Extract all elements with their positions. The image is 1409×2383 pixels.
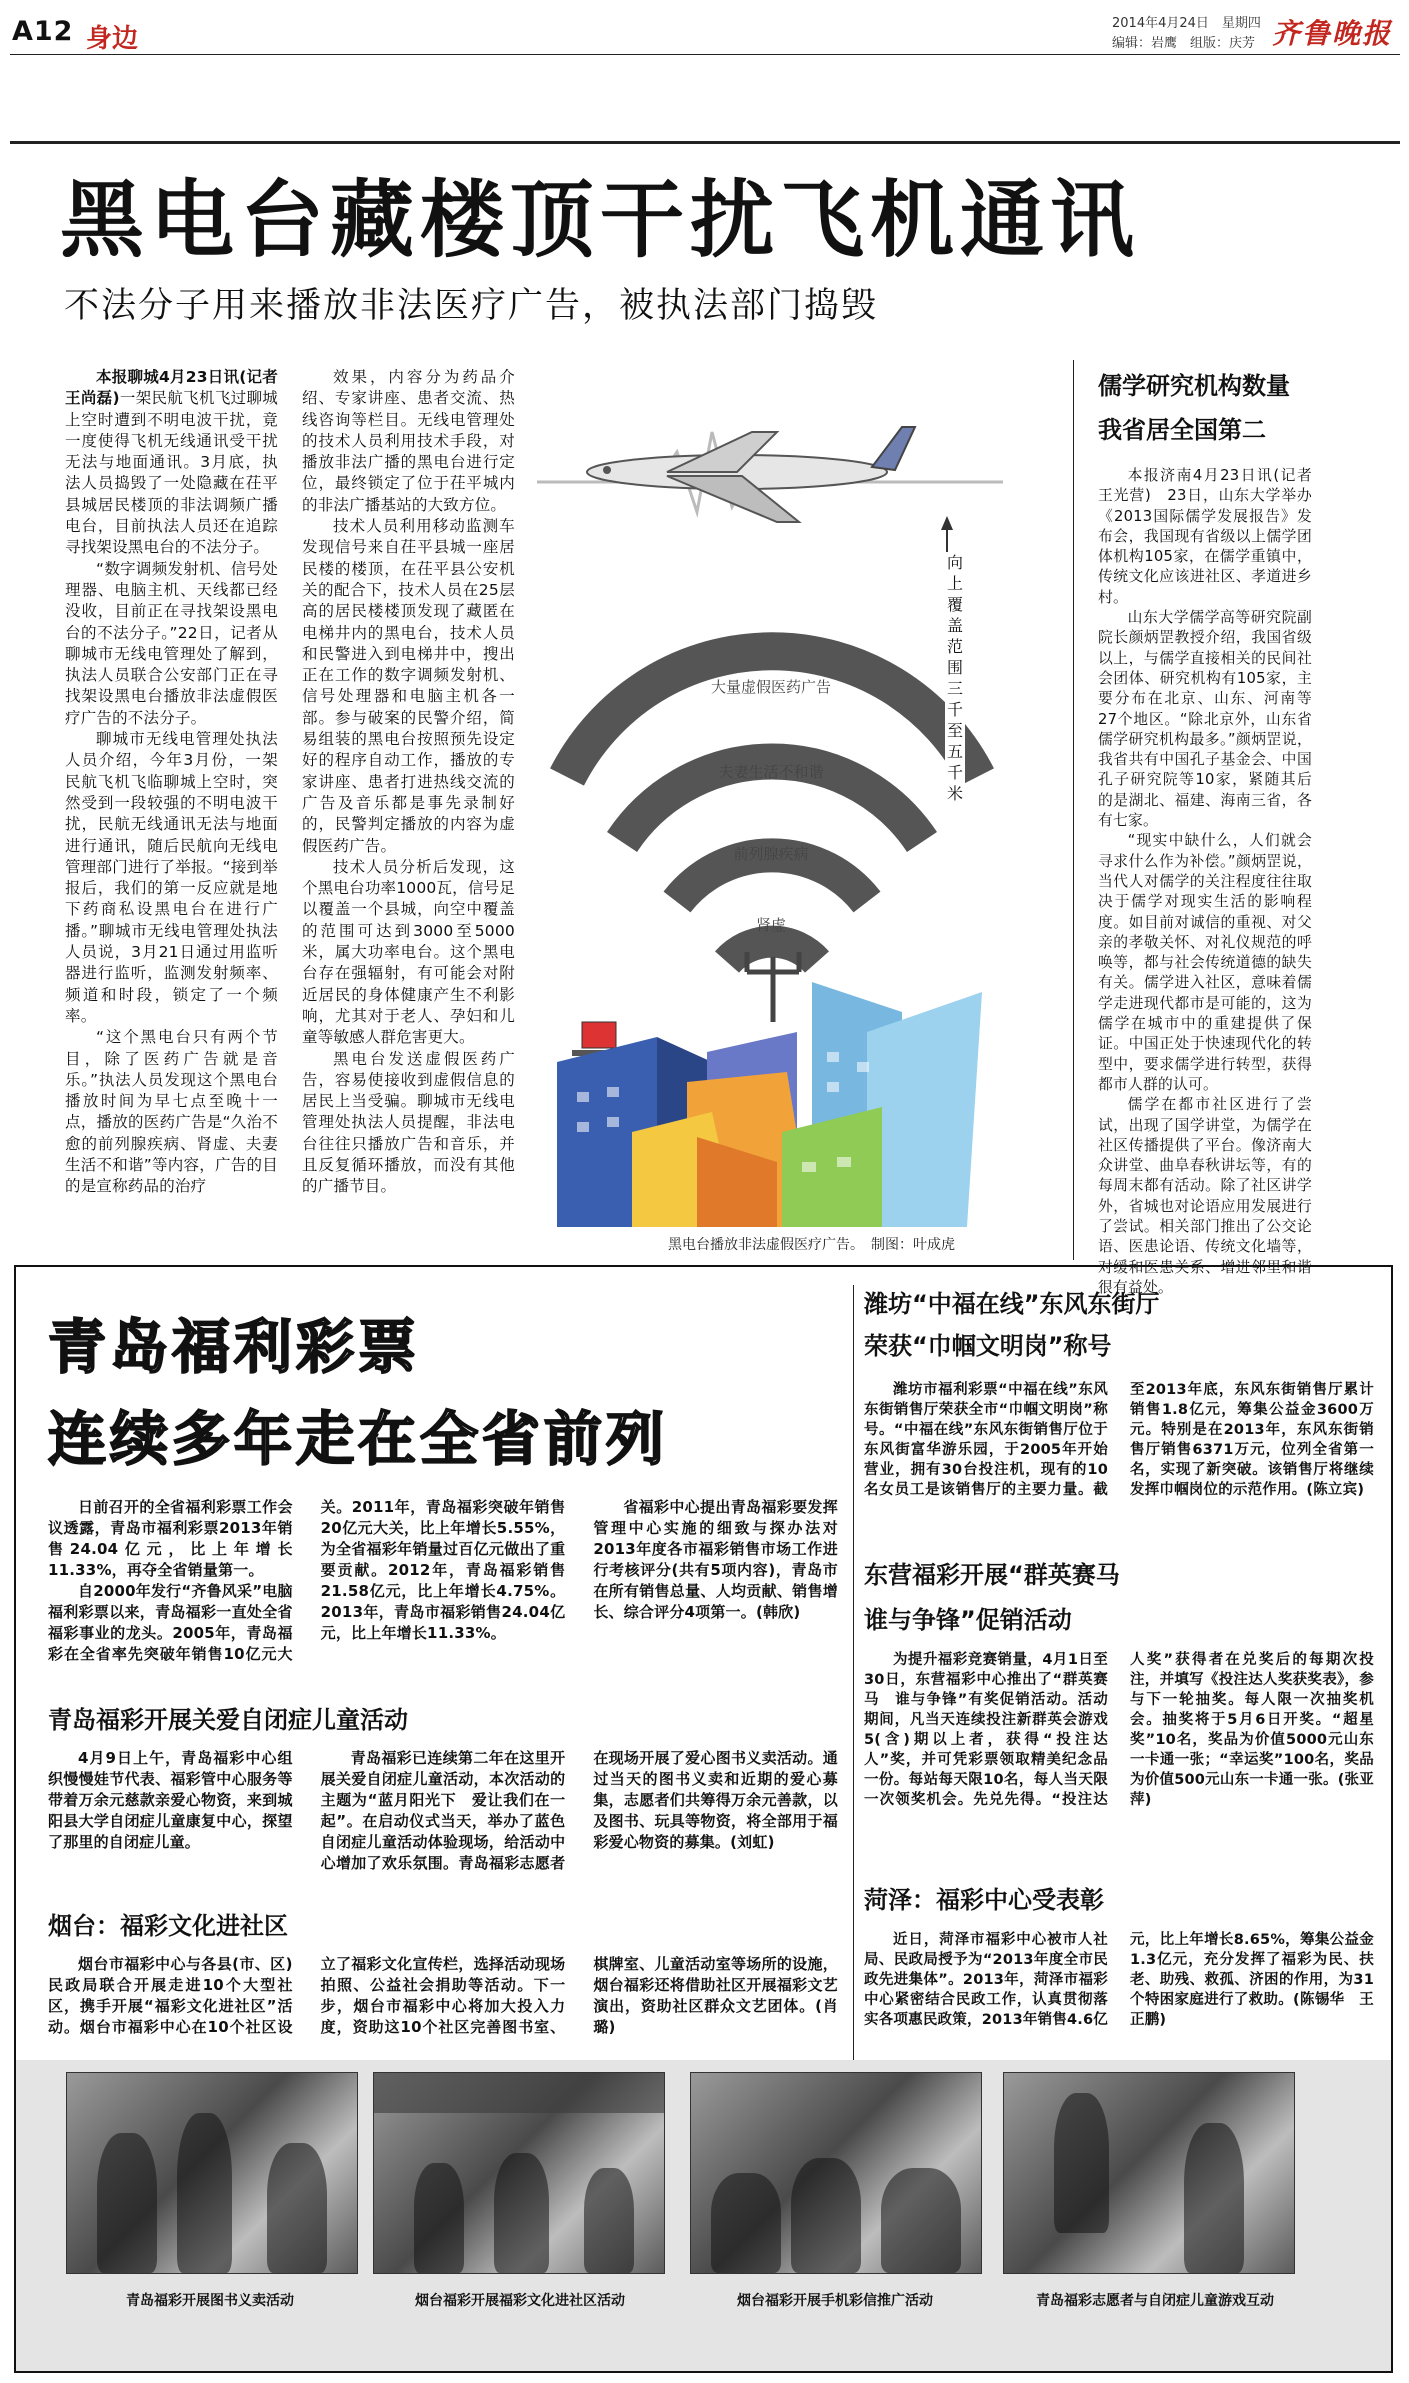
ad-story3-title-1: 潍坊“中福在线”东风东街厅 xyxy=(864,1290,1160,1318)
ad-story1-text xyxy=(48,1748,838,1878)
photo-community-event xyxy=(373,2072,665,2274)
main-story-col1: 本报聊城4月23日讯(记者 王尚磊)一架民航飞机飞过聊城上空时遭到不明电波干扰，竟一度使得飞机无线通讯受干扰无法与地面通讯。3月底，执法人员捣毁了一处隐藏在茌平县城居民楼顶的非法调频广播电台，目前执法人员还在追踪寻找架设黑电台的不法分子。 “数字调频发射机、信号处理器、电脑主机、天线都已经没收，目前正在寻找架设黑电台的不法分子。”22日，记者从聊城市无线电管理处了解到，执法人员联合公安部门正在寻找架设黑电台播放非法虚假医疗广告的不法分子。 聊城市无线电管理处执法人员介绍，今年3月份，一架民航飞机飞临聊城上空时，突然受到一段较强的不明电波干扰，民航无线通讯无法与地面进行通讯，随后民航向无线电管理部门进行了举报。“接到举报后，我们的第一反应就是地下药商私设黑电台在进行广播。”聊城市无线电管理处执法人员说，3月21日通过用监听器进行监听，监测发射频率、频道和时段，锁定了一个频率。 “这个黑电台只有两个节目，除了医药广告就是音乐。”执法人员发现这个黑电台播放时间为早七点至晚十一点，播放的医药广告是“久治不愈的前列腺疾病、肾虚、夫妻生活不和谐”等内容，广告的目的是宣称药品的治疗 xyxy=(65,367,278,1255)
ad-column-divider xyxy=(853,1285,854,2065)
illustration-graphic xyxy=(537,372,1003,1227)
photo-caption-1: 青岛福彩开展图书义卖活动 xyxy=(126,2293,294,2309)
ad-story4-title-1: 东营福彩开展“群英赛马 xyxy=(864,1561,1120,1589)
coverage-label: 向上覆盖范围三千至五千米 xyxy=(946,553,963,803)
photo-caption-3: 烟台福彩开展手机彩信推广活动 xyxy=(737,2293,933,2309)
side-paragraph: 山东大学儒学高等研究院副院长颜炳罡教授介绍，我国省级以上，与儒学直接相关的民间社会团体、研究机构有105家，主要分布在北京、山东、河南等27个地区。“除北京外，山东省儒学研究机构最多。”颜炳罡说，我省共有中国孔子基金会、中国孔子研究院等10家，紧随其后的是湖北、福建、海南三省，各有七家。 xyxy=(1098,609,1312,830)
ad-paragraph: 日前召开的全省福利彩票工作会议透露，青岛市福利彩票2013年销售24.04亿元，比上年增长11.33%，再夺全省销量第一。 xyxy=(48,1498,293,1579)
ad-paragraph: 4月9日上午，青岛福彩中心组织慢慢娃节代表、福彩管中心服务等带着万余元慈款亲爱心物资，来到城阳县大学自闭症儿童康复中心，探望了那里的自闭症儿童。 xyxy=(48,1749,293,1851)
side-story-body xyxy=(1098,466,1327,1296)
side-headline-2: 我省居全国第二 xyxy=(1098,416,1266,444)
ad-title-2: 连续多年走在全省前列 xyxy=(48,1405,669,1473)
illustration-caption: 黑电台播放非法虚假医疗广告。 制图：叶成虎 xyxy=(668,1237,955,1253)
header-rule xyxy=(10,54,1400,55)
editors-line: 编辑：岩鹰 组版：庆芳 xyxy=(1112,36,1256,51)
ring-label-1: 大量虚假医药广告 xyxy=(710,679,832,696)
ad-paragraph: 省福彩中心提出青岛福彩要发挥管理中心实施的细致与探办法对2013年度各市福彩销售市场工作进行考核评分(共有5项内容)，青岛市在所有销售总量、人均贡献、销售增长、综合评分4项第一。(韩欣) xyxy=(593,1498,838,1621)
side-headline-1: 儒学研究机构数量 xyxy=(1098,372,1290,400)
story-paragraph: 效果，内容分为药品介绍、专家讲座、患者交流、热线咨询等栏目。无线电管理处的技术人员利用技术手段，对播放非法广播的黑电台进行定位，最终锁定了位于茌平城内的非法广播基站的大致方位。 xyxy=(302,368,515,514)
story-paragraph: 聊城市无线电管理处执法人员介绍，今年3月份，一架民航飞机飞临聊城上空时，突然受到一段较强的不明电波干扰，民航无线通讯无法与地面进行通讯，随后民航向无线电管理部门进行了举报。“接到举报后，我们的第一反应就是地下药商私设黑电台在进行广播。”聊城市无线电管理处执法人员说，3月21日通过用监听器进行监听，监测发射频率、频道和时段，锁定了一个频率。 xyxy=(65,730,278,1025)
airplane-icon xyxy=(587,427,915,522)
ad-paragraph: 潍坊市福利彩票“中福在线”东风东街销售厅荣获全市“巾帼文明岗”称号。“中福在线”东风东街销售厅位于东风街富华游乐园，于2005年开始营业，拥有30台投注机，现有的10名女员工是该销售厅的主要力量。截至2013年底，东风东街销售厅累计销售1.8亿元，筹集公益金3600万元。特别是在2013年，东风东街销售厅销售6371万元，位列全省第一名，实现了新突破。该销售厅将继续发挥巾帼岗位的示范作用。(陈立宾) xyxy=(864,1382,1374,1498)
ad-story5-title: 菏泽：福彩中心受表彰 xyxy=(864,1886,1104,1914)
ring-label-2: 夫妻生活不和谐 xyxy=(718,764,824,781)
ad-story3-title-2: 荣获“巾帼文明岗”称号 xyxy=(864,1332,1112,1360)
issue-date: 2014年4月24日 星期四 xyxy=(1112,16,1261,31)
story-paragraph: 技术人员利用移动监测车发现信号来自茌平县城一座居民楼的楼顶，在茌平县公安机关的配合下，技术人员在25层高的居民楼楼顶发现了藏匿在电梯井内的黑电台，技术人员和民警进入到电梯井中，搜出正在工作的数字调频发射机、信号处理器和电脑主机各一部。参与破案的民警介绍，简易组装的黑电台按照预先设定好的程序自动工作，播放的专家讲座、患者打进热线交流的广告及音乐都是事先录制好的，民警判定播放的内容为虚假医药广告。 xyxy=(302,517,515,855)
ad-paragraph: 烟台市福彩中心与各县(市、区)民政局联合开展走进10个大型社区，携手开展“福彩文化进社区”活动。烟台市福彩中心在10个社区设立了福彩文化宣传栏，选择活动现场拍照、公益社会捐助等活动。下一步，烟台市福彩中心将加大投入力度，资助这10个社区完善图书室、棋牌室、儿童活动室等场所的设施，烟台福彩还将借助社区开展福彩文艺演出，资助社区群众文艺团体。(肖璐) xyxy=(48,1955,838,2036)
main-byline: 本报聊城4月23日讯(记者 王尚磊) xyxy=(65,368,294,408)
ad-story4-text xyxy=(864,1650,1374,1865)
photo-caption-2: 烟台福彩开展福彩文化进社区活动 xyxy=(415,2293,625,2309)
section-label: 身边 xyxy=(86,24,139,54)
newspaper-logo: 齐鲁晚报 xyxy=(1272,17,1393,50)
antenna-icon xyxy=(747,952,799,1022)
photo-mobile-promo xyxy=(690,2072,982,2274)
radio-illustration xyxy=(537,372,1003,1227)
ad-story3-text xyxy=(864,1380,1374,1535)
story-paragraph: “数字调频发射机、信号处理器、电脑主机、天线都已经没收，目前正在寻找架设黑电台的不法分子。”22日，记者从聊城市无线电管理处了解到，执法人员联合公安部门正在寻找架设黑电台播放非法虚假医疗广告的不法分子。 xyxy=(65,559,278,727)
header-rule-thick xyxy=(10,141,1400,144)
ad-story5-text xyxy=(864,1930,1374,2048)
story-paragraph: 技术人员分析后发现，这个黑电台功率1000瓦，信号足以覆盖一个县城，向空中覆盖的范围可达到3000至5000米，属大功率电台。这个黑电台存在强辐射，有可能会对附近居民的身体健康产生不利影响，尤其对于老人、孕妇和儿童等敏感人群危害更大。 xyxy=(302,857,515,1047)
ad-paragraph: 青岛福彩已连续第二年在这里开展关爱自闭症儿童活动，本次活动的主题为“蓝月阳光下 爱让我们在一起”。在启动仪式当天，举办了蓝色自闭症儿童活动体验现场，给活动中心增加了欢乐氛围。青岛福彩志愿者在现场开展了爱心图书义卖活动。通过当天的图书义卖和近期的爱心募集，志愿者们共筹得万余元善款，以及图书、玩具等物资，将全部用于福彩爱心物资的募集。(刘虹) xyxy=(320,1749,838,1872)
ad-paragraph: 近日，菏泽市福彩中心被市人社局、民政局授予为“2013年度全市民政先进集体”。2013年，菏泽市福彩中心紧密结合民政工作，认真贯彻落实各项惠民政策，2013年销售4.6亿元，比上年增长8.65%，筹集公益金1.3亿元，充分发挥了福彩为民、扶老、助残、救孤、济困的作用，为31个特困家庭进行了救助。(陈锡华 王正鹏) xyxy=(864,1932,1374,2028)
ad-story2-text xyxy=(48,1954,838,2046)
ad-paragraph: 为提升福彩竞赛销量，4月1日至30日，东营福彩中心推出了“群英赛马 谁与争锋”有奖促销活动。活动期间，凡当天连续投注新群英会游戏5(含)期以上者，获得“投注达人”奖，并可凭彩票领取精美纪念品一份。每站每天限10名，每人当天限一次领奖机会。先兑先得。“投注达人奖”获得者在兑奖后的每期次投注，并填写《投注达人奖获奖表》，参与下一轮抽奖。每人限一次抽奖机会。抽奖将于5月6日开奖。“超星奖”10名，奖品为价值5000元山东一卡通一张；“幸运奖”100名，奖品为价值500元山东一卡通一张。(张亚萍) xyxy=(864,1652,1374,1808)
story-paragraph: “这个黑电台只有两个节目，除了医药广告就是音乐。”执法人员发现这个黑电台播放时间为早七点至晚十一点，播放的医药广告是“久治不愈的前列腺疾病、肾虚、夫妻生活不和谐”等内容，广告的目的是宣称药品的治疗 xyxy=(65,1028,278,1196)
photo-caption-4: 青岛福彩志愿者与自闭症儿童游戏互动 xyxy=(1036,2293,1274,2309)
ad-main-text xyxy=(48,1497,838,1677)
photo-book-sale xyxy=(66,2072,358,2274)
side-paragraph: 本报济南4月23日讯(记者 王光营) 23日，山东大学举办《2013国际儒学发展报告》发布会，我国现有省级以上儒学团体机构105家，在儒学重镇中，传统文化应该进社区、孝道进乡村。 xyxy=(1098,467,1327,606)
main-story-col2 xyxy=(302,367,515,1255)
ad-paragraph: 自2000年发行“齐鲁风采”电脑福利彩票以来，青岛福彩一直处全省福彩事业的龙头。2005年，青岛福彩在全省率先突破年销售10亿元大关。2011年，青岛福彩突破年销售20亿元大关，比上年增长5.55%，为全省福彩年销量过百亿元做出了重要贡献。2012年，青岛福彩销售21.58亿元，比上年增长4.75%。2013年，青岛市福彩销售24.04亿元，比上年增长11.33%。 xyxy=(48,1498,566,1663)
ad-story2-title: 烟台：福彩文化进社区 xyxy=(48,1912,288,1940)
page-number: A12 xyxy=(12,16,74,47)
ad-title-1: 青岛福利彩票 xyxy=(48,1313,421,1381)
side-paragraph: 儒学在都市社区进行了尝试，出现了国学讲堂，为儒学在社区传播提供了平台。像济南大众讲堂、曲阜春秋讲坛等，有的每周末都有活动。除了社区讲学外，省城也对论语应用发展进行了尝试。相关部门推出了公交论语、医患论语、传统文化墙等，对缓和医患关系、增进邻里和谐很有益处。 xyxy=(1098,1096,1312,1296)
side-paragraph: “现实中缺什么，人们就会寻求什么作为补偿。”颜炳罡说，当代人对儒学的关注程度往往取决于儒学对现实生活的影响程度。如目前对诚信的重视、对父亲的孝敬关怀、对礼仪规范的呼唤等，都与社会传统道德的缺失有关。儒学进入社区，意味着儒学走进现代都市是可能的，这为儒学在城市中的重建提供了保证。中国正处于快速现代化的转型中，要求儒学进行转型，获得都市人群的认可。 xyxy=(1098,832,1312,1093)
main-headline: 黑电台藏楼顶干扰飞机通讯 xyxy=(60,171,1141,269)
story-paragraph: 黑电台发送虚假医药广告，容易使接收到虚假信息的居民上当受骗。聊城市无线电管理处执法人员提醒，非法电台往往只播放广告和音乐，并且反复循环播放，而没有其他的广播节目。 xyxy=(302,1049,515,1196)
ring-label-4: 肾虚 xyxy=(755,917,787,934)
ring-label-3: 前列腺疾病 xyxy=(733,846,809,863)
main-subheadline: 不法分子用来播放非法医疗广告，被执法部门捣毁 xyxy=(64,286,879,326)
ad-story4-title-2: 谁与争锋”促销活动 xyxy=(864,1606,1072,1634)
photo-autism-children xyxy=(1003,2072,1295,2274)
ad-story1-title: 青岛福彩开展关爱自闭症儿童活动 xyxy=(48,1706,408,1734)
column-divider xyxy=(1073,360,1074,1260)
